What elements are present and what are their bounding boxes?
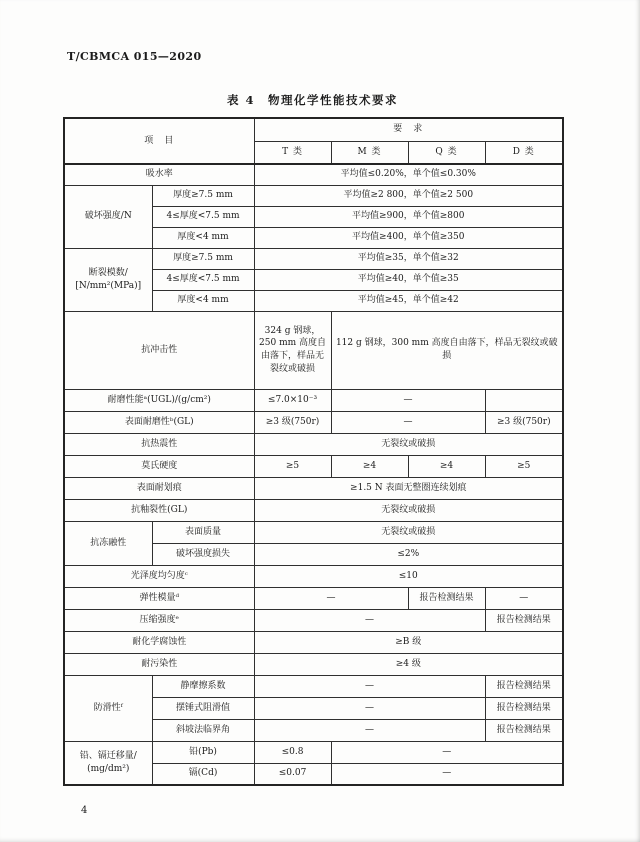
- cell-modulus-2: 平均值≥40，单个值≥35: [254, 269, 563, 290]
- header-class-d: D 类: [485, 141, 563, 164]
- cell-water-absorption: 平均值≤0.20%，单个值≤0.30%: [254, 164, 563, 185]
- cell-chemical-resistance: ≥B 级: [254, 631, 563, 653]
- cell-elastic-d: —: [485, 587, 563, 609]
- cell-scratch-resistance: ≥1.5 N 表面无整圈连续划痕: [254, 477, 563, 499]
- cell-lead-mqd: —: [331, 741, 563, 763]
- cell-slip-d-1: 报告检测结果: [485, 675, 563, 697]
- row-elastic-modulus: [64, 587, 563, 609]
- sub-lead: 铅(Pb): [152, 741, 254, 763]
- cell-impact-mqd: 112 g 钢球，300 mm 高度自由落下，样品无裂纹或破损: [331, 311, 563, 389]
- cell-mohs-q: ≥4: [408, 455, 485, 477]
- cell-compressive-tmq: —: [254, 609, 485, 631]
- row-breaking-strength-1: [64, 185, 563, 206]
- cell-crazing-resistance: 无裂纹或破损: [254, 499, 563, 521]
- sub-breaking-1: 厚度≥7.5 mm: [152, 185, 254, 206]
- cell-mohs-d: ≥5: [485, 455, 563, 477]
- label-freeze-thaw: 抗冻融性: [64, 521, 152, 565]
- label-chemical-resistance: 耐化学腐蚀性: [64, 631, 254, 653]
- label-scratch-resistance: 表面耐划痕: [64, 477, 254, 499]
- label-compressive-strength: 压缩强度ᵉ: [64, 609, 254, 631]
- header-requirement: 要 求: [254, 118, 563, 141]
- label-modulus: 断裂模数/ [N/mm²(MPa)]: [64, 248, 152, 311]
- cell-surface-abrasion-d: ≥3 级(750r): [485, 411, 563, 433]
- cell-cadmium-t: ≤0.07: [254, 763, 331, 785]
- cell-compressive-d: 报告检测结果: [485, 609, 563, 631]
- cell-abrasion-t: ≤7.0×10⁻³: [254, 389, 331, 411]
- standard-number: T/CBMCA 015—2020: [67, 50, 202, 63]
- spec-table: [63, 117, 564, 786]
- label-crazing-resistance: 抗釉裂性(GL): [64, 499, 254, 521]
- row-lead: [64, 741, 563, 763]
- row-abrasion-ugl: [64, 389, 563, 411]
- row-scratch-resistance: [64, 477, 563, 499]
- cell-thermal-shock: 无裂纹或破损: [254, 433, 563, 455]
- cell-breaking-1: 平均值≥2 800，单个值≥2 500: [254, 185, 563, 206]
- sub-modulus-1: 厚度≥7.5 mm: [152, 248, 254, 269]
- label-elastic-modulus: 弹性模量ᵈ: [64, 587, 254, 609]
- sub-slip-2: 摆锤式阻滑值: [152, 697, 254, 719]
- row-crazing-resistance: [64, 499, 563, 521]
- cell-slip-d-2: 报告检测结果: [485, 697, 563, 719]
- cell-surface-abrasion-mq: —: [331, 411, 485, 433]
- cell-breaking-3: 平均值≥400，单个值≥350: [254, 227, 563, 248]
- cell-slip-tmq-1: —: [254, 675, 485, 697]
- row-surface-abrasion: [64, 411, 563, 433]
- cell-impact-t: 324 g 钢球，250 mm 高度自由落下，样品无裂纹或破损: [254, 311, 331, 389]
- header-class-q: Q 类: [408, 141, 485, 164]
- sub-slip-3: 斜坡法临界角: [152, 719, 254, 741]
- cell-slip-d-3: 报告检测结果: [485, 719, 563, 741]
- label-stain-resistance: 耐污染性: [64, 653, 254, 675]
- sub-modulus-2: 4≤厚度<7.5 mm: [152, 269, 254, 290]
- row-gloss-uniformity: [64, 565, 563, 587]
- row-chemical-resistance: [64, 631, 563, 653]
- cell-abrasion-d: [485, 389, 563, 411]
- row-thermal-shock: [64, 433, 563, 455]
- sub-freeze-thaw-1: 表面质量: [152, 521, 254, 543]
- cell-breaking-2: 平均值≥900，单个值≥800: [254, 206, 563, 227]
- cell-elastic-q: 报告检测结果: [408, 587, 485, 609]
- sub-breaking-2: 4≤厚度<7.5 mm: [152, 206, 254, 227]
- label-impact-resistance: 抗冲击性: [64, 311, 254, 389]
- label-lead-cadmium: 铅、镉迁移量/ (mg/dm²): [64, 741, 152, 785]
- sub-slip-1: 静摩擦系数: [152, 675, 254, 697]
- cell-mohs-m: ≥4: [331, 455, 408, 477]
- label-breaking-strength: 破坏强度/N: [64, 185, 152, 248]
- label-gloss-uniformity: 光泽度均匀度ᶜ: [64, 565, 254, 587]
- row-stain-resistance: [64, 653, 563, 675]
- cell-freeze-thaw-2: ≤2%: [254, 543, 563, 565]
- label-water-absorption: 吸水率: [64, 164, 254, 185]
- cell-lead-t: ≤0.8: [254, 741, 331, 763]
- cell-mohs-t: ≥5: [254, 455, 331, 477]
- label-slip-resistance: 防滑性ᶠ: [64, 675, 152, 741]
- cell-abrasion-mq: —: [331, 389, 485, 411]
- row-mohs-hardness: [64, 455, 563, 477]
- label-thermal-shock: 抗热震性: [64, 433, 254, 455]
- cell-cadmium-mqd: —: [331, 763, 563, 785]
- label-mohs-hardness: 莫氏硬度: [64, 455, 254, 477]
- label-surface-abrasion: 表面耐磨性ᵇ(GL): [64, 411, 254, 433]
- sub-modulus-3: 厚度<4 mm: [152, 290, 254, 311]
- page-number: 4: [81, 805, 88, 816]
- row-compressive-strength: [64, 609, 563, 631]
- header-row-1: [64, 118, 563, 141]
- sub-freeze-thaw-2: 破坏强度损失: [152, 543, 254, 565]
- row-water-absorption: [64, 164, 563, 185]
- row-modulus-1: [64, 248, 563, 269]
- sub-breaking-3: 厚度<4 mm: [152, 227, 254, 248]
- header-class-t: T 类: [254, 141, 331, 164]
- cell-elastic-tm: —: [254, 587, 408, 609]
- row-freeze-thaw-1: [64, 521, 563, 543]
- header-item: 项 目: [64, 118, 254, 164]
- header-class-m: M 类: [331, 141, 408, 164]
- cell-gloss-uniformity: ≤10: [254, 565, 563, 587]
- cell-modulus-3: 平均值≥45，单个值≥42: [254, 290, 563, 311]
- label-abrasion-ugl: 耐磨性能ᵃ(UGL)/(g/cm²): [64, 389, 254, 411]
- cell-slip-tmq-2: —: [254, 697, 485, 719]
- sub-cadmium: 镉(Cd): [152, 763, 254, 785]
- cell-stain-resistance: ≥4 级: [254, 653, 563, 675]
- row-slip-resistance-1: [64, 675, 563, 697]
- cell-freeze-thaw-1: 无裂纹或破损: [254, 521, 563, 543]
- table-caption: 表 4 物理化学性能技术要求: [226, 93, 398, 107]
- row-impact-resistance: [64, 311, 563, 389]
- cell-surface-abrasion-t: ≥3 级(750r): [254, 411, 331, 433]
- cell-modulus-1: 平均值≥35，单个值≥32: [254, 248, 563, 269]
- cell-slip-tmq-3: —: [254, 719, 485, 741]
